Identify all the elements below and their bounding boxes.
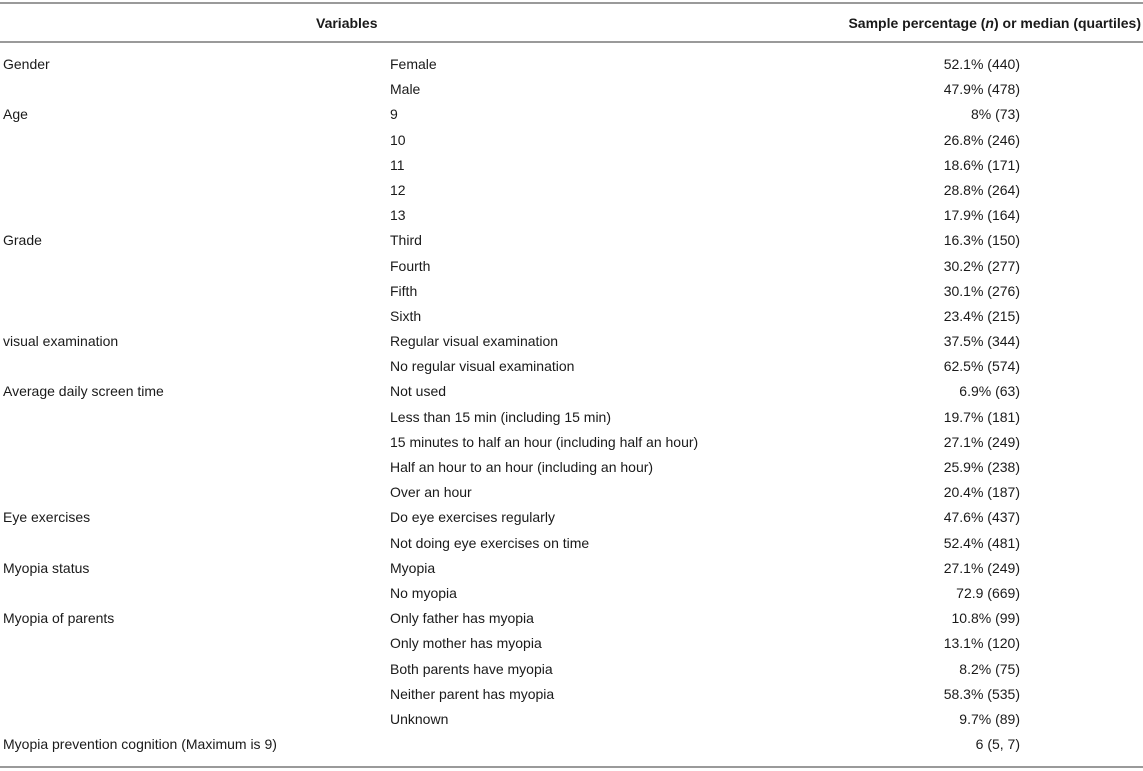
- table-row: [0, 128, 1143, 153]
- cell-category: Not doing eye exercises on time: [390, 534, 590, 551]
- cell-category: Both parents have myopia: [390, 660, 553, 677]
- cell-value: 13.1% (120): [943, 635, 1020, 652]
- cell-variable: Gender: [3, 56, 50, 72]
- cell-value: 23.4% (215): [943, 307, 1020, 324]
- cell-category: 10: [390, 131, 406, 148]
- cell-value: 27.1% (249): [943, 433, 1020, 450]
- cell-value: 30.2% (277): [943, 257, 1020, 274]
- header-sample-suffix: ) or median (quartiles): [993, 15, 1141, 31]
- cell-value: 37.5% (344): [943, 333, 1020, 350]
- cell-category: Fourth: [390, 257, 431, 274]
- cell-value: 17.9% (164): [943, 207, 1020, 224]
- cell-category: 9: [390, 106, 398, 123]
- cell-value: 30.1% (276): [943, 282, 1020, 299]
- header-sample: [848, 15, 1141, 31]
- cell-category: No myopia: [390, 584, 457, 601]
- cell-value: 10.8% (99): [951, 610, 1020, 627]
- cell-category: 15 minutes to half an hour (including half an hour): [390, 433, 699, 450]
- cell-variable: Grade: [3, 232, 42, 249]
- cell-value: 72.9 (669): [956, 584, 1020, 601]
- cell-category: Sixth: [390, 307, 422, 324]
- table-row: [0, 657, 1143, 682]
- table-row: [0, 153, 1143, 178]
- cell-value: 26.8% (246): [943, 131, 1020, 148]
- cell-category: Not used: [390, 383, 447, 400]
- cell-category: Neither parent has myopia: [390, 685, 555, 702]
- cell-value: 16.3% (150): [943, 232, 1020, 249]
- table-body: [0, 52, 1143, 757]
- table-header: [0, 4, 1143, 41]
- cell-category: Myopia: [390, 559, 436, 576]
- cell-variable: Myopia status: [3, 559, 90, 576]
- header-sample-n: n: [985, 15, 994, 31]
- cell-category: No regular visual examination: [390, 358, 575, 375]
- table-row: [0, 178, 1143, 203]
- cell-value: 8% (73): [970, 106, 1020, 123]
- cell-category: Third: [390, 232, 422, 249]
- cell-value: 62.5% (574): [943, 358, 1020, 375]
- table-row: [0, 480, 1143, 505]
- cell-value: 52.1% (440): [943, 56, 1020, 72]
- table-row: [0, 707, 1143, 732]
- table-row: [0, 631, 1143, 656]
- cell-category: Over an hour: [390, 484, 472, 501]
- cell-category: Do eye exercises regularly: [390, 509, 555, 526]
- table-row: [0, 732, 1143, 757]
- table-row: [0, 77, 1143, 102]
- cell-value: 20.4% (187): [943, 484, 1020, 501]
- table-row: [0, 581, 1143, 606]
- table-row: [0, 254, 1143, 279]
- table-row: [0, 329, 1143, 354]
- cell-category: 11: [390, 156, 405, 173]
- cell-value: 6 (5, 7): [975, 736, 1020, 753]
- table-row: [0, 279, 1143, 304]
- table-row: [0, 505, 1143, 530]
- cell-category: Female: [390, 56, 437, 72]
- table-row: [0, 379, 1143, 404]
- table-row: [0, 455, 1143, 480]
- table-row: [0, 354, 1143, 379]
- table-row: [0, 228, 1143, 253]
- cell-value: 47.6% (437): [943, 509, 1020, 526]
- cell-value: 28.8% (264): [943, 181, 1020, 198]
- table-row: [0, 531, 1143, 556]
- cell-category: 12: [390, 181, 406, 198]
- cell-value: 19.7% (181): [943, 408, 1020, 425]
- cell-variable: Average daily screen time: [3, 383, 164, 400]
- cell-value: 25.9% (238): [943, 459, 1020, 475]
- cell-variable: visual examination: [3, 333, 119, 350]
- cell-variable: Myopia of parents: [3, 610, 115, 627]
- cell-category: Fifth: [390, 282, 418, 299]
- table-row: [0, 405, 1143, 430]
- table-row: [0, 102, 1143, 127]
- table-row: [0, 304, 1143, 329]
- cell-value: 47.9% (478): [943, 81, 1020, 98]
- cell-value: 8.2% (75): [959, 660, 1020, 677]
- cell-variable: Age: [3, 106, 28, 123]
- cell-category: Unknown: [390, 710, 449, 727]
- table-row: [0, 682, 1143, 707]
- cell-category: Regular visual examination: [390, 333, 559, 350]
- table-row: [0, 606, 1143, 631]
- cell-value: 27.1% (249): [943, 559, 1020, 576]
- cell-category: Half an hour to an hour (including an hour): [390, 459, 654, 475]
- cell-value: 52.4% (481): [943, 534, 1020, 551]
- table-row: [0, 203, 1143, 228]
- cell-value: 9.7% (89): [959, 710, 1020, 727]
- table-row: [0, 430, 1143, 455]
- cell-value: 18.6% (171): [943, 156, 1020, 173]
- cell-value: 58.3% (535): [943, 685, 1020, 702]
- cell-category: 13: [390, 207, 406, 224]
- cell-category: Male: [390, 81, 421, 98]
- table-row: [0, 52, 1143, 77]
- table-bottom-rule: [0, 766, 1143, 768]
- table-row: [0, 556, 1143, 581]
- cell-variable: Eye exercises: [3, 509, 91, 526]
- header-sample-prefix: Sample percentage (: [848, 15, 986, 31]
- cell-category: Only father has myopia: [390, 610, 534, 627]
- cell-category: Less than 15 min (including 15 min): [390, 408, 612, 425]
- cell-category: Only mother has myopia: [390, 635, 542, 652]
- cell-variable: Myopia prevention cognition (Maximum is 9): [3, 736, 277, 753]
- header-variables: Variables: [316, 15, 378, 31]
- cell-value: 6.9% (63): [959, 383, 1020, 400]
- table-header-rule: [0, 41, 1143, 43]
